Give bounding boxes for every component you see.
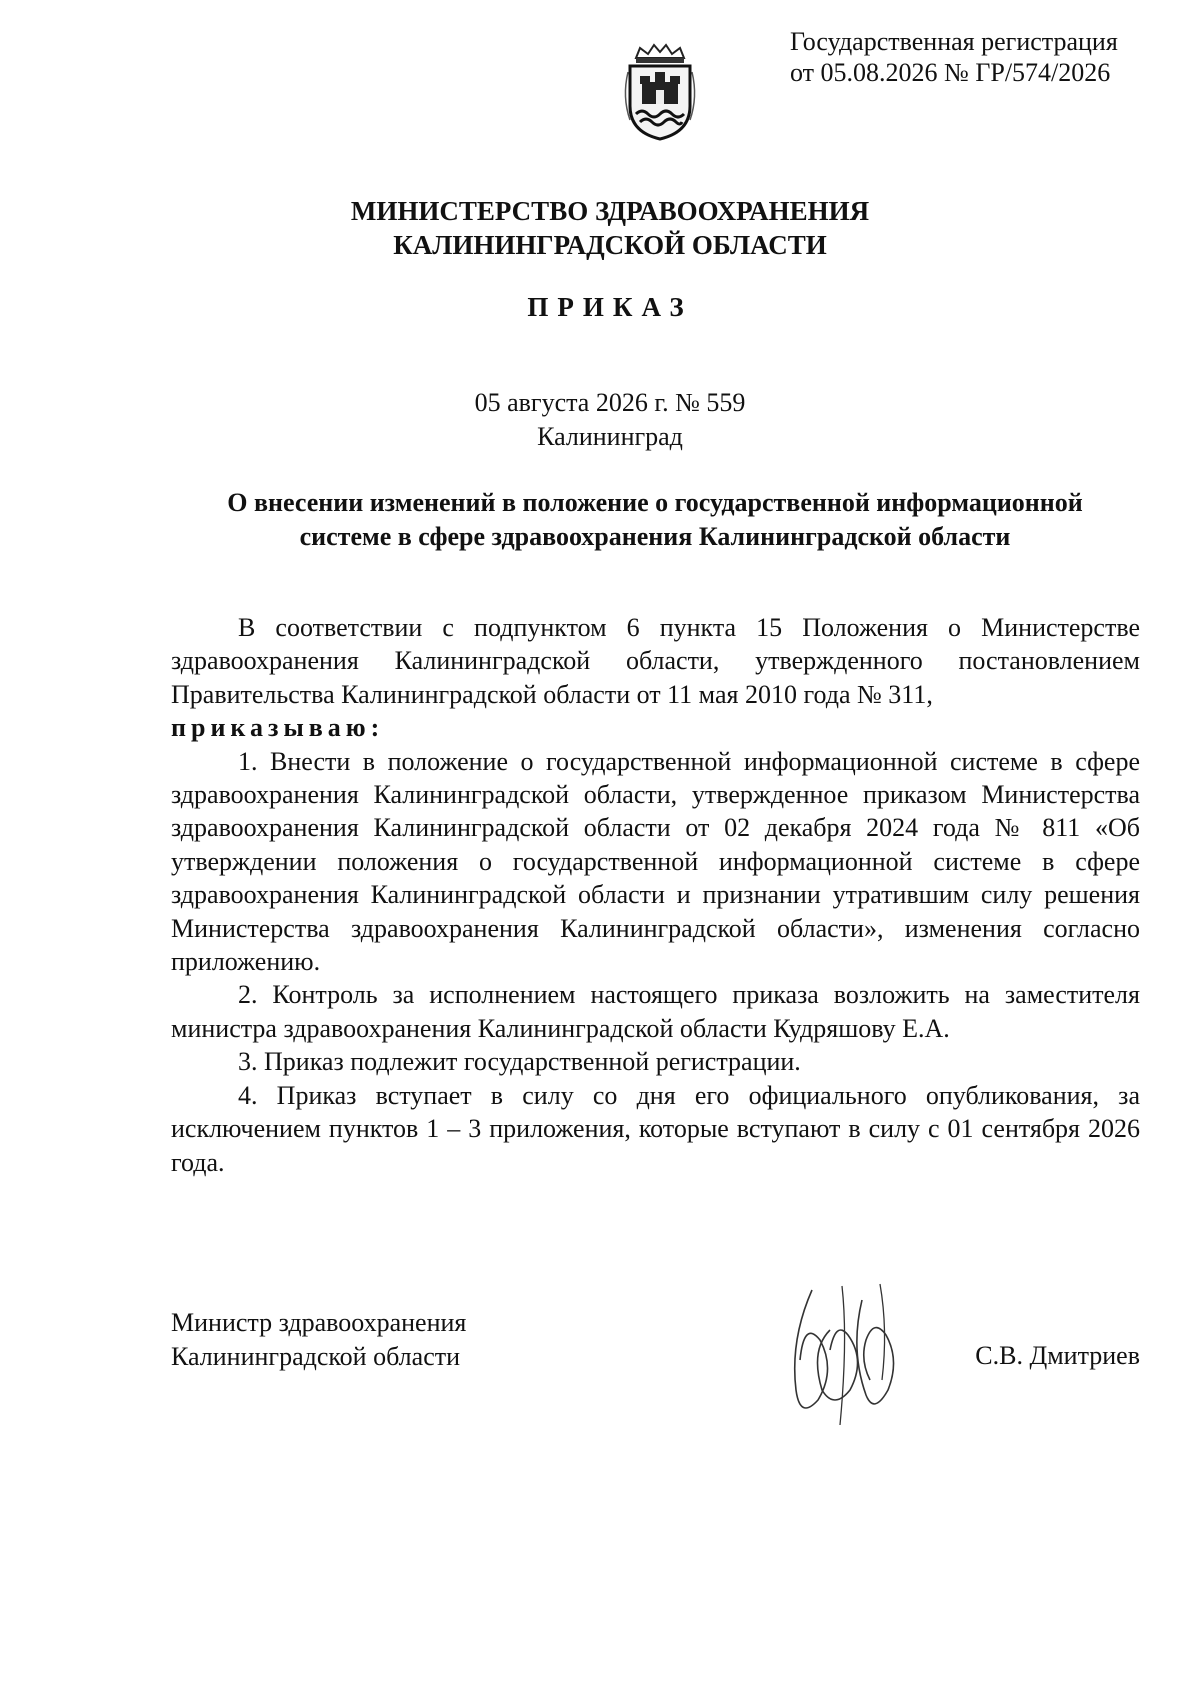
registration-line-1: Государственная регистрация	[790, 27, 1118, 56]
order-word-paragraph	[171, 711, 1140, 744]
signer-position-line-2: Калининградской области	[171, 1342, 461, 1371]
ministry-header	[0, 194, 1200, 262]
order-date-block	[0, 386, 1200, 454]
order-body	[171, 611, 1140, 1179]
coat-of-arms-icon	[618, 42, 702, 142]
signer-position-line-1: Министр здравоохранения	[171, 1308, 467, 1337]
order-title: ПРИКАЗ	[527, 292, 693, 322]
order-subject	[170, 486, 1140, 554]
order-item-4: 4. Приказ вступает в силу со дня его официального опубликования, за исключением пунктов 1 – 3 приложения, которые вступают в силу с 01 сентября 2026 года.	[171, 1080, 1140, 1177]
ministry-line-2: КАЛИНИНГРАДСКОЙ ОБЛАСТИ	[393, 230, 827, 260]
ministry-line-1: МИНИСТЕРСТВО ЗДРАВООХРАНЕНИЯ	[350, 196, 870, 226]
order-word: приказываю:	[171, 713, 385, 743]
signer-name: С.В. Дмитриев	[975, 1341, 1140, 1370]
registration-line-2: от 05.08.2026 № ГР/574/2026	[790, 58, 1111, 87]
order-date-number: 05 августа 2026 г. № 559	[474, 388, 746, 417]
subject-line-1: О внесении изменений в положение о государственной информационной	[227, 488, 1083, 517]
handwritten-signature-icon	[770, 1280, 930, 1430]
order-item-2: 2. Контроль за исполнением настоящего приказа возложить на заместителя министра здравоохранения Калининградской области Кудряшову Е.А.	[171, 980, 1140, 1043]
subject-line-2: системе в сфере здравоохранения Калининградской области	[299, 522, 1011, 551]
preamble-paragraph: В соответствии с подпунктом 6 пункта 15 Положения о Министерстве здравоохранения Калининградской области, утвержденного постановлением Правительства Калининградской области от 11 мая 2010 года № 311,	[171, 613, 1140, 709]
order-item-1: 1. Внести в положение о государственной информационной системе в сфере здравоохранения Калининградской области, утвержденное приказом Министерства здравоохранения Калининградской области от 02 декабря 2024 года № 811 «Об утверждении положения о государственной информационной системе в сфере здравоохранения Калининградской области и признании утратившим силу решения Министерства здравоохранения Калининградской области», изменения согласно приложению.	[171, 746, 1140, 977]
registration-stamp	[790, 26, 1118, 88]
order-city: Калининград	[537, 422, 683, 451]
order-item-3: 3. Приказ подлежит государственной регистрации.	[238, 1047, 801, 1077]
signer-position	[171, 1306, 466, 1374]
